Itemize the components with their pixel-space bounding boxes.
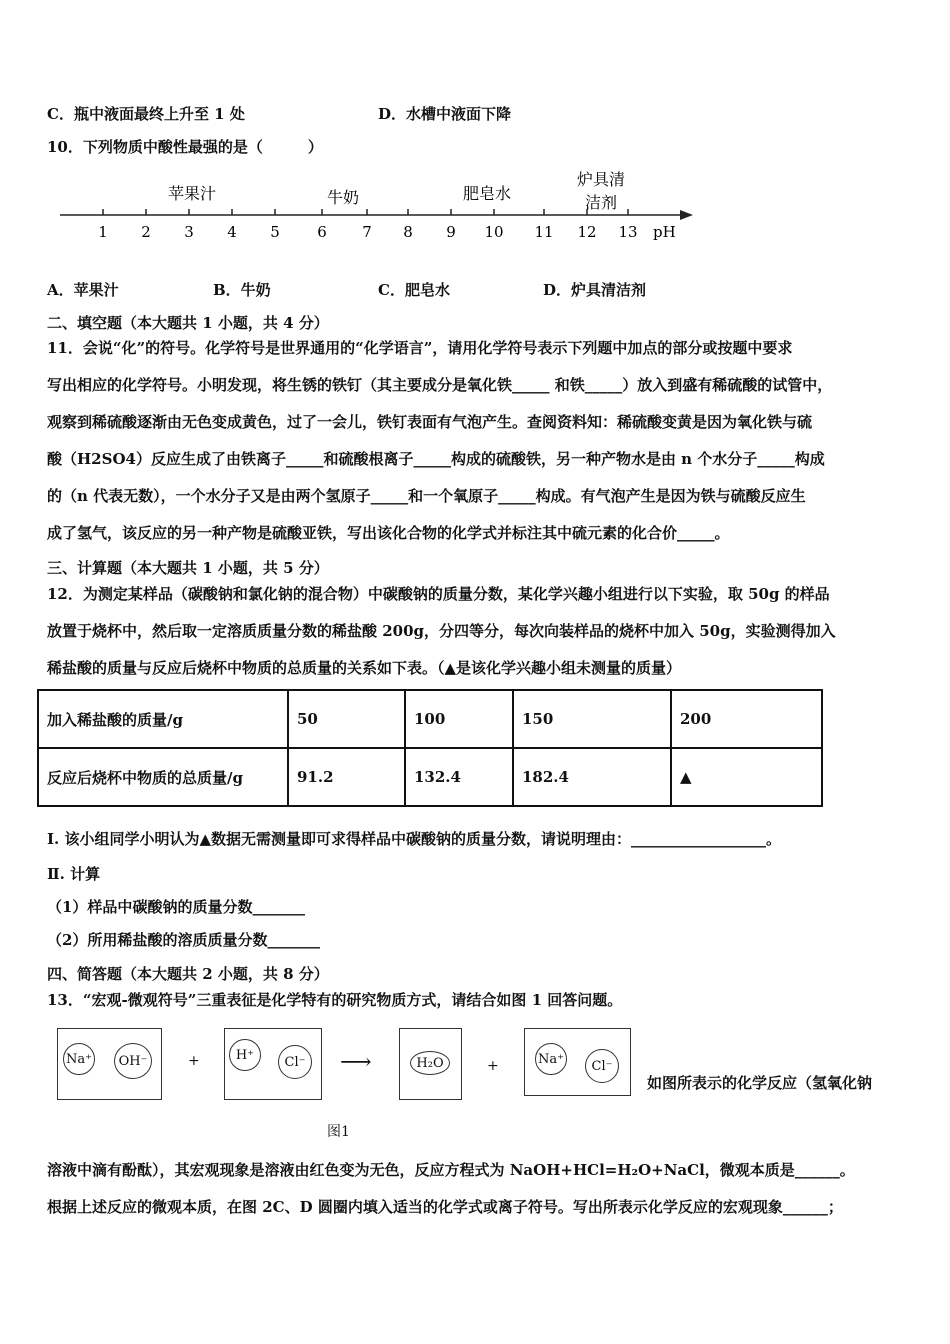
q13-line-1: 溶液中滴有酚酞），其宏观现象是溶液由红色变为无色，反应方程式为 NaOH+HCl=H₂O+NaCl，微观本质是______。: [47, 1161, 855, 1179]
q12-line-3: 稀盐酸的质量与反应后烧杯中物质的总质量的关系如下表。（▲是该化学兴趣小组未测量的质量）: [47, 659, 682, 677]
ph-tick-label: 7: [362, 223, 372, 241]
plus-sign-1: +: [188, 1053, 200, 1069]
section3-header: 三、计算题（本大题共 1 小题，共 5 分）: [47, 559, 329, 577]
ph-tick-label: 3: [184, 223, 194, 241]
ion-na: Na⁺: [535, 1043, 567, 1075]
label-soap: 肥皂水: [463, 184, 512, 203]
q12-part-i: Ⅰ. 该小组同学小明认为▲数据无需测量即可求得样品中碳酸钠的质量分数，请说明理由：__________________。: [47, 830, 782, 848]
q12-part-ii-2: （2）所用稀盐酸的溶质质量分数_______: [47, 931, 320, 949]
table-row: [38, 690, 822, 748]
ph-tick-label: 10: [484, 223, 504, 241]
ion-cl: Cl⁻: [278, 1045, 312, 1079]
figure-box-water: [399, 1028, 462, 1100]
q12-part-ii: Ⅱ. 计算: [47, 865, 101, 883]
table-cell: 50: [288, 690, 405, 748]
ph-scale-diagram: [55, 165, 705, 245]
ph-tick-label: 12: [577, 223, 597, 241]
q13-line-2: 根据上述反应的微观本质，在图 2C、D 圆圈内填入适当的化学式或离子符号。写出所表示化学反应的宏观现象______；: [47, 1198, 843, 1216]
ph-tick-label: 2: [141, 223, 151, 241]
table-cell: ▲: [671, 748, 822, 806]
ph-tick-label: 8: [403, 223, 413, 241]
q11-line-6: 成了氢气，该反应的另一种产物是硫酸亚铁，写出该化合物的化学式并标注其中硫元素的化合价_____。: [47, 524, 730, 542]
q13-stem: 13．“宏观-微观符号”三重表征是化学特有的研究物质方式，请结合如图 1 回答问题。: [47, 991, 623, 1009]
table-cell: 132.4: [405, 748, 513, 806]
table-cell: 100: [405, 690, 513, 748]
ph-axis-label: pH: [653, 223, 676, 241]
q9-option-d: D．水槽中液面下降: [378, 105, 512, 123]
plus-sign-2: +: [487, 1058, 499, 1074]
ion-oh: OH⁻: [114, 1043, 152, 1079]
reaction-arrow-icon: ⟶: [340, 1050, 372, 1075]
q10-option-b: B．牛奶: [213, 281, 271, 299]
table-cell: 加入稀盐酸的质量/g: [38, 690, 288, 748]
figure1-side-text: 如图所表示的化学反应（氢氧化钠: [647, 1074, 873, 1092]
ph-tick-label: 1: [98, 223, 108, 241]
ph-tick-label: 13: [618, 223, 638, 241]
q11-line-3: 观察到稀硫酸逐渐由无色变成黄色，过了一会儿，铁钉表面有气泡产生。查阅资料知：稀硫酸变黄是因为氧化铁与硫: [47, 413, 813, 431]
ion-na: Na⁺: [63, 1043, 95, 1075]
ion-h: H⁺: [229, 1039, 261, 1071]
q11-line-5: 的（n 代表无数），一个水分子又是由两个氢原子_____和一个氧原子_____构成。有气泡产生是因为铁与硫酸反应生: [47, 487, 806, 505]
table-cell: 182.4: [513, 748, 671, 806]
table-cell: 150: [513, 690, 671, 748]
ph-tick-label: 9: [446, 223, 456, 241]
figure-box-nacl: [524, 1028, 631, 1096]
table-cell: 200: [671, 690, 822, 748]
table-cell: 91.2: [288, 748, 405, 806]
q10-option-c: C．肥皂水: [378, 281, 450, 299]
section2-header: 二、填空题（本大题共 1 小题，共 4 分）: [47, 314, 329, 332]
q10-option-d: D．炉具清洁剂: [543, 281, 647, 299]
q12-line-1: 12．为测定某样品（碳酸钠和氯化钠的混合物）中碳酸钠的质量分数，某化学兴趣小组进行以下实验，取 50g 的样品: [47, 585, 830, 603]
q12-data-table: [37, 689, 823, 807]
label-apple-juice: 苹果汁: [168, 184, 217, 203]
q12-part-ii-1: （1）样品中碳酸钠的质量分数_______: [47, 898, 305, 916]
label-cleaner-1: 炉具清: [577, 170, 626, 189]
ion-cl: Cl⁻: [585, 1049, 619, 1083]
figure1-caption: 图1: [327, 1124, 350, 1140]
q11-line-4: 酸（H2SO4）反应生成了由铁离子_____和硫酸根离子_____构成的硫酸铁，另一种产物水是由 n 个水分子_____构成: [47, 450, 825, 468]
q10-option-a: A．苹果汁: [47, 281, 119, 299]
ph-tick-label: 6: [317, 223, 327, 241]
section4-header: 四、简答题（本大题共 2 小题，共 8 分）: [47, 965, 329, 983]
q9-option-c: C．瓶中液面最终上升至 1 处: [47, 105, 245, 123]
q11-line-1: 11．会说“化”的符号。化学符号是世界通用的“化学语言”，请用化学符号表示下列题中加点的部分或按题中要求: [47, 339, 793, 357]
ph-tick-label: 11: [534, 223, 554, 241]
q12-line-2: 放置于烧杯中，然后取一定溶质质量分数的稀盐酸 200g，分四等分，每次向装样品的烧杯中加入 50g，实验测得加入: [47, 622, 836, 640]
ph-tick-label: 5: [270, 223, 280, 241]
label-cleaner-2: 洁剂: [585, 193, 618, 212]
ph-tick-label: 4: [227, 223, 237, 241]
table-cell: 反应后烧杯中物质的总质量/g: [38, 748, 288, 806]
q10-stem: 10．下列物质中酸性最强的是（ ）: [47, 138, 323, 156]
q11-line-2: 写出相应的化学符号。小明发现，将生锈的铁钉（其主要成分是氧化铁_____ 和铁_____）放入到盛有稀硫酸的试管中，: [47, 376, 833, 394]
figure-box-hcl: [224, 1028, 322, 1100]
label-milk: 牛奶: [327, 188, 360, 207]
molecule-h2o: H₂O: [410, 1051, 450, 1075]
table-row: [38, 748, 822, 806]
figure-box-naoh: [57, 1028, 162, 1100]
